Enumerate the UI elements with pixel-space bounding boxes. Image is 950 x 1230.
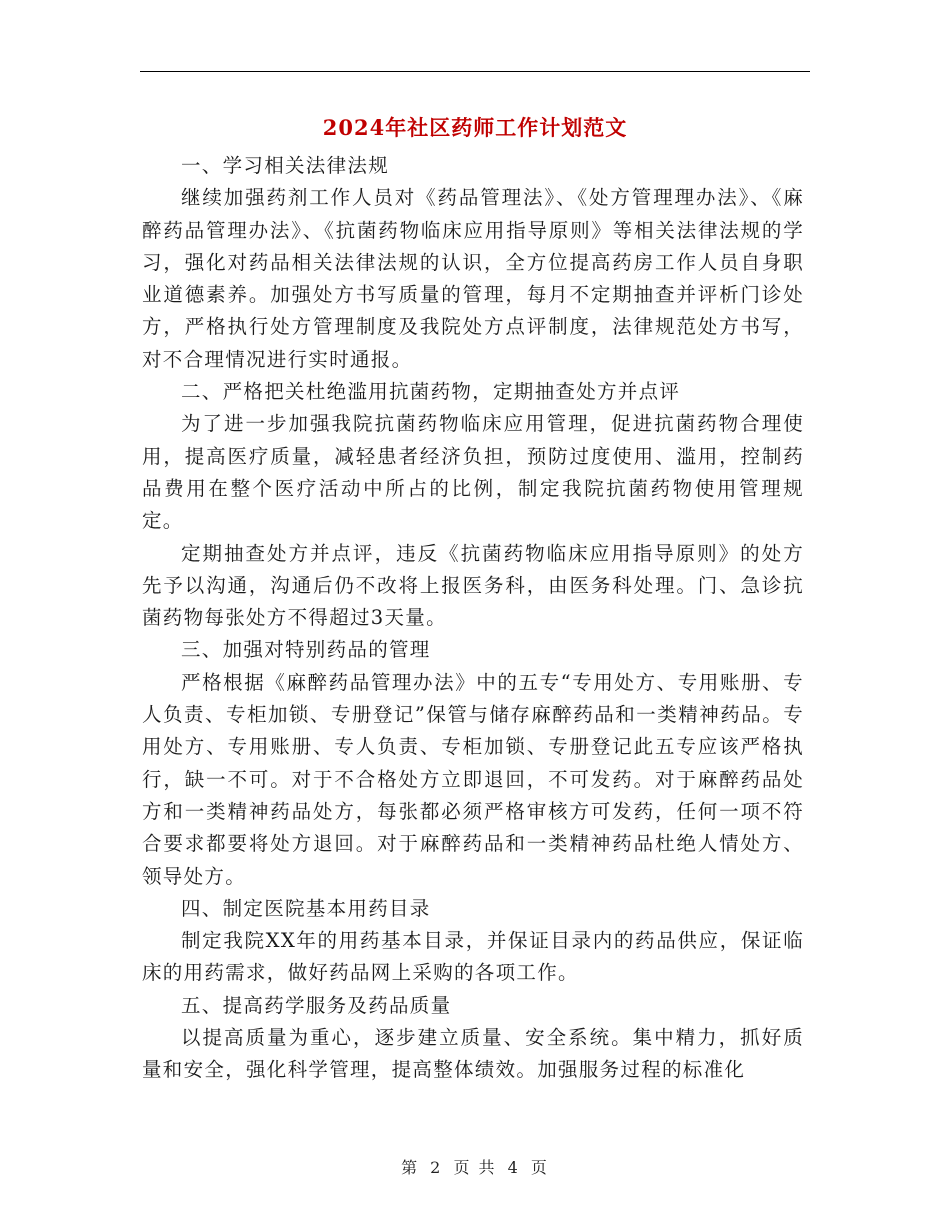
paragraph: 严格根据《麻醉药品管理办法》中的五专“专用处方、专用账册、专人负责、专柜加锁、专册登记”保管与储存麻醉药品和一类精神药品。专用处方、专用账册、专人负责、专柜加锁、专册登记此五专应该严格执行，缺一不可。对于不合格处方立即退回，不可发药。对于麻醉药品处方和一类精神药品处方，每张都必须严格审核方可发药，任何一项不符合要求都要将处方退回。对于麻醉药品和一类精神药品杜绝人情处方、领导处方。 <box>142 670 804 888</box>
document-title: 2024年社区药师工作计划范文 <box>322 115 628 140</box>
section-heading-4: 四、制定医院基本用药目录 <box>181 896 431 920</box>
paragraph: 制定我院XX年的用药基本目录，并保证目录内的药品供应，保证临床的用药需求，做好药品网上采购的各项工作。 <box>142 929 804 985</box>
total-page-count: 4 <box>507 1158 520 1177</box>
footer-prefix: 第 <box>401 1158 420 1177</box>
section-heading-1: 一、学习相关法律法规 <box>181 154 390 177</box>
section-heading-5: 五、提高药学服务及药品质量 <box>181 993 452 1017</box>
paragraph: 以提高质量为重心，逐步建立质量、安全系统。集中精力，抓好质量和安全，强化科学管理，提高整体绩效。加强服务过程的标准化 <box>142 1026 804 1082</box>
current-page-number: 2 <box>430 1158 443 1177</box>
header-rule <box>140 71 810 72</box>
document-body <box>142 150 804 1087</box>
section-heading-3: 三、加强对特别药品的管理 <box>181 638 431 662</box>
paragraph: 定期抽查处方并点评，违反《抗菌药物临床应用指导原则》的处方先予以沟通，沟通后仍不改将上报医务科，由医务科处理。门、急诊抗菌药物每张处方不得超过3天量。 <box>142 541 804 630</box>
footer-middle: 页 共 <box>453 1158 497 1177</box>
section-heading-2: 二、严格把关杜绝滥用抗菌药物，定期抽查处方并点评 <box>181 380 681 404</box>
paragraph: 为了进一步加强我院抗菌药物临床应用管理，促进抗菌药物合理使用，提高医疗质量，减轻患者经济负担，预防过度使用、滥用，控制药品费用在整个医疗活动中所占的比例，制定我院抗菌药物使用管理规定。 <box>142 412 804 533</box>
paragraph: 继续加强药剂工作人员对《药品管理法》、《处方管理理办法》、《麻醉药品管理办法》、《抗菌药物临床应用指导原则》等相关法律法规的学习，强化对药品相关法律法规的认识，全方位提高药房工作人员自身职业道德素养。加强处方书写质量的管理，每月不定期抽查并评析门诊处方，严格执行处方管理制度及我院处方点评制度，法律规范处方书写，对不合理情况进行实时通报。 <box>142 186 804 371</box>
page-footer <box>0 1155 950 1178</box>
footer-suffix: 页 <box>530 1158 549 1177</box>
